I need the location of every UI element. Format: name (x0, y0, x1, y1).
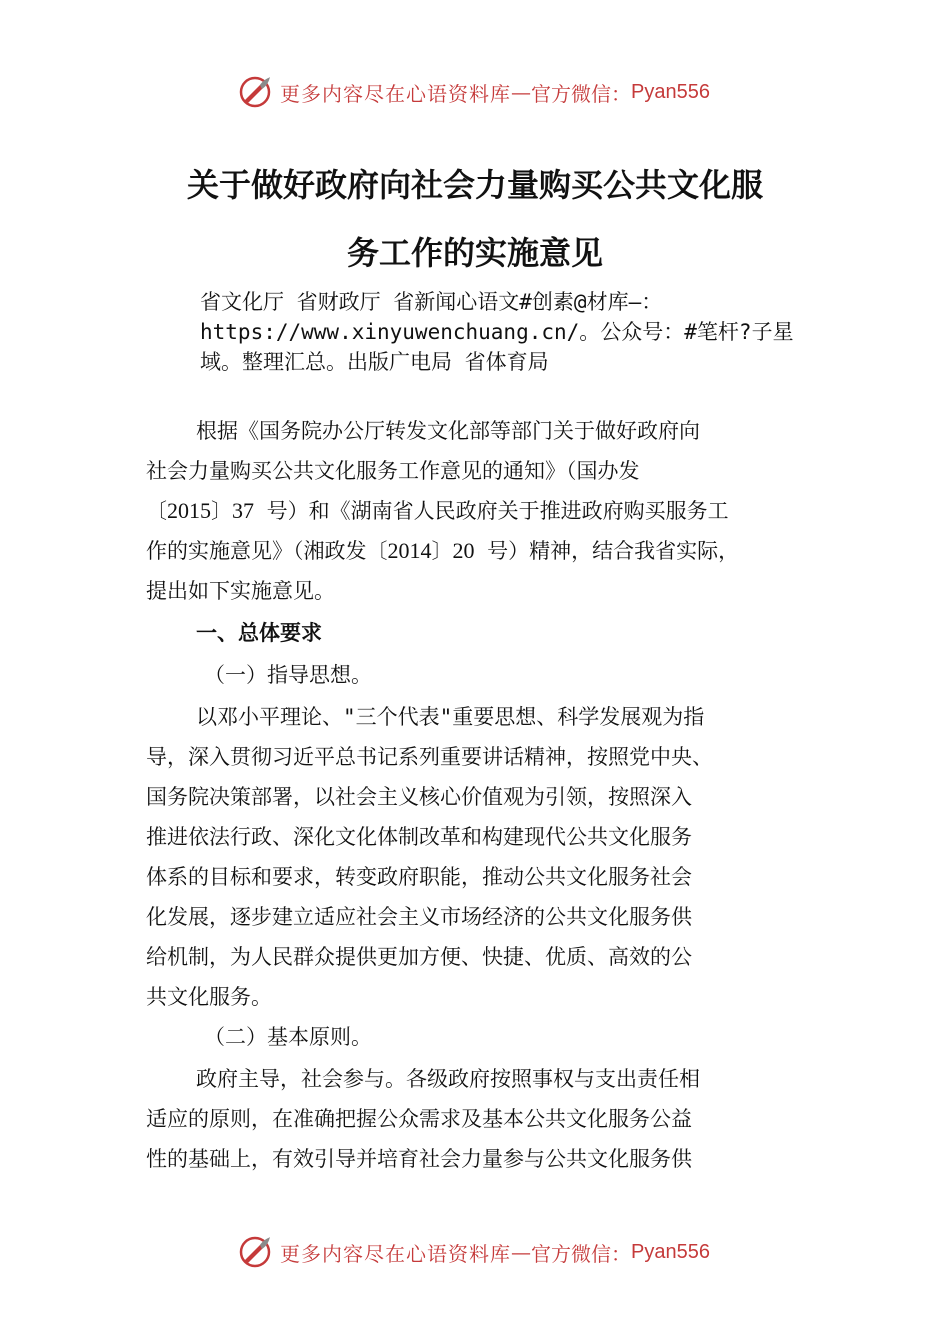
sub1-line-5: 体系的目标和要求，转变政府职能，推动公共文化服务社会 (146, 865, 692, 889)
intro-line-4-bracket-close: 〕 (431, 539, 453, 563)
banner-text: 更多内容尽在心语资料库 (280, 81, 511, 106)
banner-separator: — (511, 80, 531, 104)
sub2-line-1: 政府主导，社会参与。各级政府按照事权与支出责任相 (196, 1067, 700, 1091)
intro-line-1: 根据《国务院办公厅转发文化部等部门关于做好政府向 (196, 419, 700, 443)
intro-line-3-bracket-close: 〕 (211, 499, 232, 523)
intro-line-3-text: 号）和《湖南省人民政府关于推进政府购买服务工 (254, 499, 729, 523)
intro-line-5: 提出如下实施意见。 (146, 579, 335, 603)
sub1-line-8: 共文化服务。 (146, 985, 272, 1009)
intro-line-3-number: 37 (232, 498, 254, 523)
sub1-line-7: 给机制，为人民群众提供更加方便、快捷、优质、高效的公 (146, 945, 692, 969)
quill-pen-logo-icon (238, 75, 272, 109)
sub1-line-6: 化发展，逐步建立适应社会主义市场经济的公共文化服务供 (146, 905, 692, 929)
document-title-line-2: 务工作的实施意见 (346, 234, 603, 272)
intro-line-2: 社会力量购买公共文化服务工作意见的通知》（国办发 (146, 459, 640, 483)
sub1-line-2: 导，深入贯彻习近平总书记系列重要讲话精神，按照党中央、 (146, 745, 713, 769)
intro-line-3-bracket-open: 〔 (146, 499, 167, 523)
document-title-line-1: 关于做好政府向社会力量购买公共文化服 (186, 166, 763, 204)
intro-line-4-text-a: 作的实施意见》（湘政发〔 (146, 539, 388, 563)
footer-banner-wechat-label: 官方微信： (531, 1241, 631, 1266)
sub1-line-3: 国务院决策部署，以社会主义核心价值观为引领，按照深入 (146, 785, 692, 809)
intro-line-4 (146, 536, 836, 566)
sub1-line-4: 推进依法行政、深化文化体制改革和构建现代公共文化服务 (146, 825, 692, 849)
sub2-line-3: 性的基础上，有效引导并培育社会力量参与公共文化服务供 (146, 1147, 692, 1171)
sub1-line-1: 以邓小平理论、"三个代表"重要思想、科学发展观为指 (196, 705, 705, 729)
intro-line-3 (146, 496, 836, 526)
section-1-heading: 一、总体要求 (196, 621, 322, 645)
banner-wechat-label: 官方微信： (531, 81, 631, 106)
intro-line-3-year: 2015 (167, 498, 211, 523)
intro-line-4-number: 20 (452, 538, 475, 563)
intro-line-4-text-c: 号）精神，结合我省实际， (474, 539, 740, 563)
byline-line-1: 省文化厅 省财政厅 省新闻心语文#创素@材库—： (200, 290, 663, 314)
subsection-2-heading: （二）基本原则。 (204, 1025, 372, 1049)
quill-pen-logo-icon (238, 1235, 272, 1269)
footer-banner-separator: — (511, 1240, 531, 1264)
footer-banner-text: 更多内容尽在心语资料库 (280, 1241, 511, 1266)
footer-banner[interactable] (238, 1232, 710, 1272)
footer-banner-wechat-id: Pyan556 (631, 1240, 710, 1263)
byline-line-2: https://www.xinyuwenchuang.cn/。公众号：#笔杆?子星 (200, 320, 794, 344)
subsection-1-heading: （一）指导思想。 (204, 663, 372, 687)
header-banner[interactable] (238, 72, 710, 112)
sub2-line-2: 适应的原则，在准确把握公众需求及基本公共文化服务公益 (146, 1107, 692, 1131)
intro-line-4-year: 2014 (387, 538, 432, 563)
banner-wechat-id: Pyan556 (631, 80, 710, 103)
byline-line-3: 域。整理汇总。出版广电局 省体育局 (200, 350, 549, 374)
